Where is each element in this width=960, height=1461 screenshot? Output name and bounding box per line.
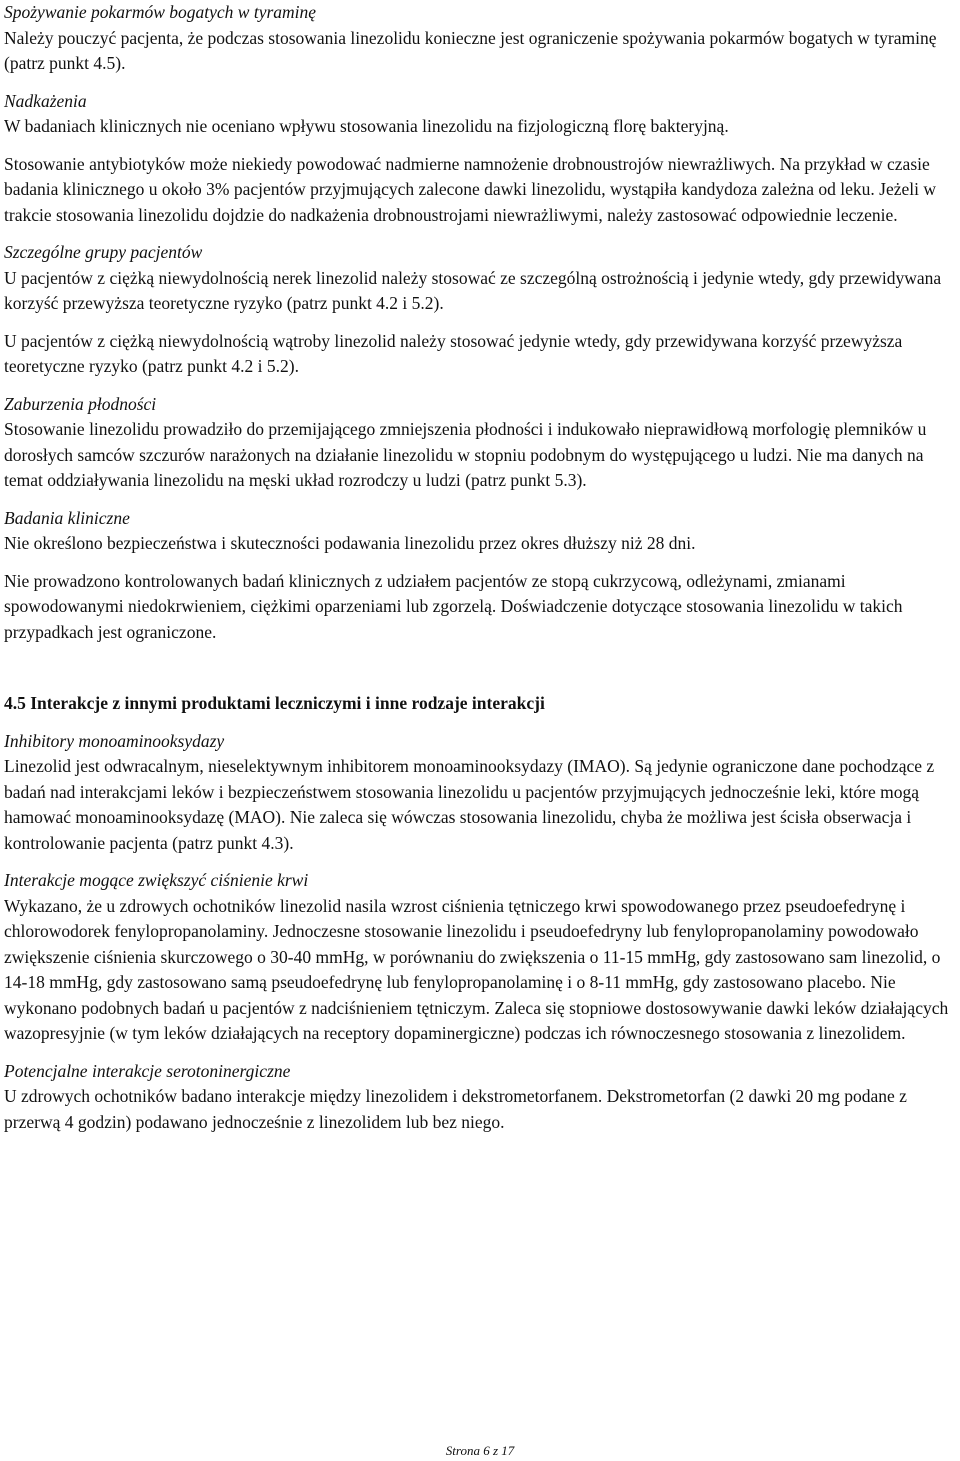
- section-superinfection: [4, 89, 956, 229]
- section-heading: Badania kliniczne: [4, 507, 130, 528]
- section-heading: Interakcje mogące zwiększyć ciśnienie krwi: [4, 870, 309, 890]
- paragraph: U zdrowych ochotników badano interakcje między linezolidem i dekstrometorfanem. Dekstrometorfan (2 dawki 20 mg podane z przerwą 4 godzin) podawano jednocześnie z linezolidem lub bez niego.: [4, 1086, 907, 1132]
- page-footer: Strona 6 z 17: [445, 1443, 515, 1458]
- section-fertility: [4, 392, 956, 494]
- paragraph: U pacjentów z ciężką niewydolnością nerek linezolid należy stosować ze szczególną ostrożnością i jedynie wtedy, gdy przewidywana korzyść przewyższa teoretyczne ryzyko (patrz punkt 4.2 i 5.2).: [4, 267, 942, 313]
- paragraph: Stosowanie antybiotyków może niekiedy powodować nadmierne namnożenie drobnoustrojów niewrażliwych. Na przykład w czasie badania klinicznego u około 3% pacjentów przyjmujących zalecone dawki linezolidu, wystąpiła kandydoza zależna od leku. Jeżeli w trakcie stosowania linezolidu dojdzie do nadkażenia drobnoustrojami niewrażliwymi, należy zastosować odpowiednie leczenie.: [4, 153, 937, 225]
- paragraph: Nie prowadzono kontrolowanych badań klinicznych z udziałem pacjentów ze stopą cukrzycową, odleżynami, zmianami spowodowanymi niedokrwieniem, ciężkimi oparzeniami lub zgorzelą. Doświadczenie dotyczące stosowania linezolidu w takich przypadkach jest ograniczone.: [4, 570, 903, 642]
- section-tyramine: [4, 0, 956, 77]
- paragraph: Nie określono bezpieczeństwa i skuteczności podawania linezolidu przez okres dłuższy niż 28 dni.: [4, 533, 696, 553]
- section-heading: Spożywanie pokarmów bogatych w tyraminę: [4, 2, 317, 22]
- section-heading: Potencjalne interakcje serotoninergiczne: [4, 1060, 291, 1081]
- paragraph: Linezolid jest odwracalnym, nieselektywnym inhibitorem monoaminooksydazy (IMAO). Są jedynie ograniczone dane pochodzące z badań nad interakcjami leków i bezpieczeństwem stosowania linezolidu u pacjentów przyjmujących jednocześnie leki, które mogą hamować monoaminooksydazę (MAO). Nie zaleca się wówczas stosowania linezolidu, chyba że możliwa jest ścisła obserwacja i kontrolowanie pacjenta (patrz punkt 4.3).: [4, 756, 935, 853]
- section-serotonergic: [4, 1059, 956, 1136]
- section-heading: Zaburzenia płodności: [4, 393, 157, 414]
- section-heading: Nadkażenia: [4, 90, 87, 111]
- document-page: [4, 0, 956, 1135]
- section-title: 4.5 Interakcje z innymi produktami leczniczymi i inne rodzaje interakcji: [4, 693, 545, 713]
- section-special-populations: [4, 240, 956, 380]
- section-heading: Szczególne grupy pacjentów: [4, 242, 203, 262]
- paragraph: Stosowanie linezolidu prowadziło do przemijającego zmniejszenia płodności i indukowało nieprawidłową morfologię plemników u dorosłych samców szczurów narażonych na działanie linezolidu w stopniu podobnym do występującego u ludzi. Nie ma danych na temat oddziaływania linezolidu na męski układ rozrodczy u ludzi (patrz punkt 5.3).: [4, 419, 927, 490]
- section-heading: Inhibitory monoaminooksydazy: [4, 730, 225, 751]
- section-clinical-trials: [4, 506, 956, 646]
- paragraph: Wykazano, że u zdrowych ochotników linezolid nasila wzrost ciśnienia tętniczego krwi spowodowanego przez pseudoefedrynę i chlorowodorek fenylopropanolaminy. Jednoczesne stosowanie linezolidu i pseudoefedryny lub fenylopropanolaminy powodowało zwiększenie ciśnienia skurczowego o 30-40 mmHg, w porównaniu do zwiększenia o 11-15 mmHg, gdy zastosowano sam linezolid, o 14-18 mmHg, gdy zastosowano samą pseudoefedrynę lub fenylopropanolaminę i o 8-11 mmHg, gdy zastosowano placebo. Nie wykonano podobnych badań u pacjentów z nadciśnieniem tętniczym. Zaleca się stopniowe dostosowywanie dawki leków działających wazopresyjnie (w tym leków działających na receptory dopaminergiczne) podczas ich równoczesnego stosowania z linezolidem.: [4, 895, 949, 1043]
- paragraph: U pacjentów z ciężką niewydolnością wątroby linezolid należy stosować jedynie wtedy, gdy przewidywana korzyść przewyższa teoretyczne ryzyko (patrz punkt 4.2 i 5.2).: [4, 330, 903, 376]
- section-blood-pressure: [4, 868, 956, 1047]
- paragraph: W badaniach klinicznych nie oceniano wpływu stosowania linezolidu na fizjologiczną florę bakteryjną.: [4, 116, 729, 136]
- section-mao-inhibitors: [4, 729, 956, 857]
- paragraph: Należy pouczyć pacjenta, że podczas stosowania linezolidu konieczne jest ograniczenie spożywania pokarmów bogatych w tyraminę (patrz punkt 4.5).: [4, 27, 937, 73]
